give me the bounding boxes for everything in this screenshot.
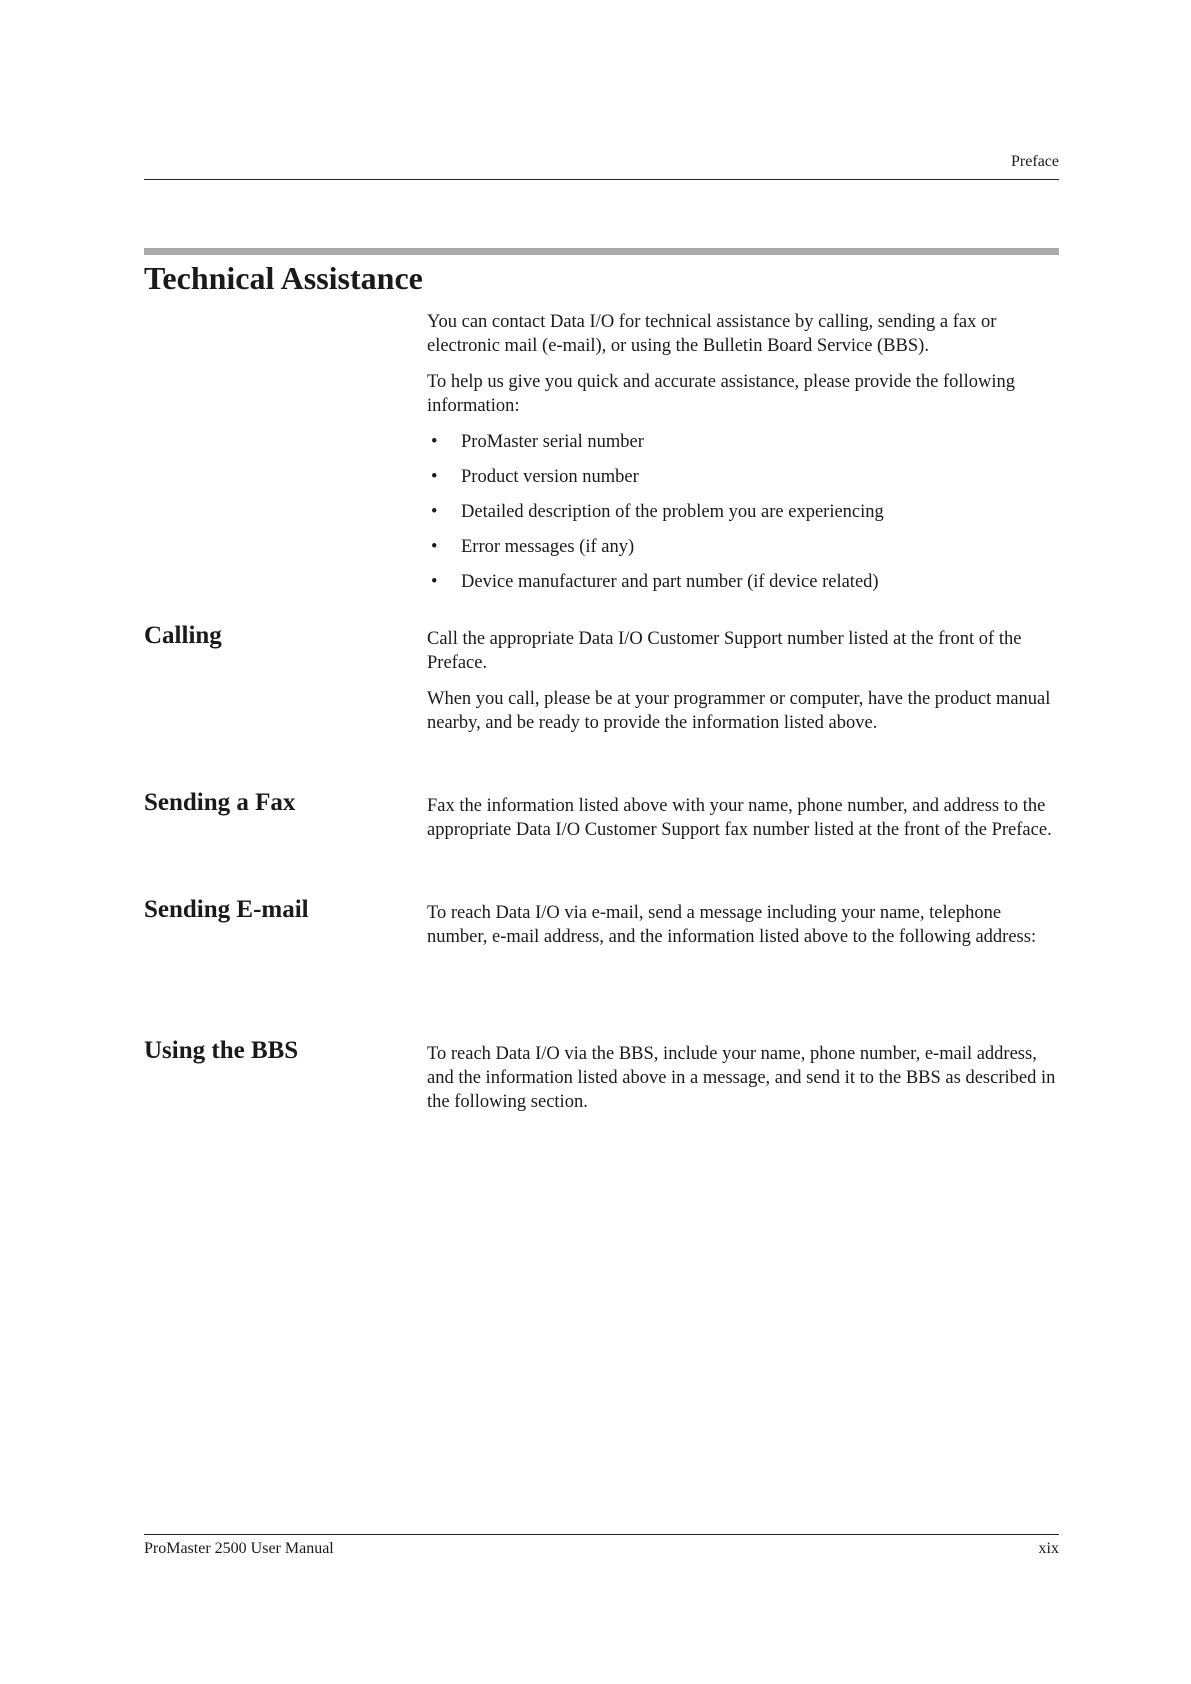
list-item-text: ProMaster serial number xyxy=(461,432,644,452)
paragraph: To reach Data I/O via the BBS, include your name, phone number, e-mail address, and the information listed above in a message, and send it to the BBS as described in the following section. xyxy=(427,1044,1056,1112)
bullet-icon: • xyxy=(431,502,438,522)
paragraph: Call the appropriate Data I/O Customer Support number listed at the front of the Preface. xyxy=(427,629,1022,673)
list-item xyxy=(427,500,1062,535)
page-number: xix xyxy=(1038,1540,1059,1557)
paragraph: When you call, please be at your programmer or computer, have the product manual nearby, and be ready to provide the information listed above. xyxy=(427,689,1051,733)
paragraph: To help us give you quick and accurate assistance, please provide the following information: xyxy=(427,372,1015,416)
bbs-text xyxy=(427,1042,1062,1126)
heading-email: Sending E-mail xyxy=(144,896,309,923)
info-list xyxy=(427,430,1062,605)
paragraph: You can contact Data I/O for technical assistance by calling, sending a fax or electronic mail (e-mail), or using the Bulletin Board Service (BBS). xyxy=(427,312,997,356)
header-rule xyxy=(144,179,1059,180)
list-item xyxy=(427,570,1062,605)
footer-rule xyxy=(144,1534,1059,1535)
heading-fax: Sending a Fax xyxy=(144,789,296,816)
calling-text xyxy=(427,627,1062,747)
list-item xyxy=(427,535,1062,570)
bullet-icon: • xyxy=(431,537,438,557)
paragraph: To reach Data I/O via e-mail, send a message including your name, telephone number, e-mail address, and the information listed above to the following address: xyxy=(427,903,1037,947)
bullet-icon: • xyxy=(431,432,438,452)
list-item-text: Product version number xyxy=(461,467,639,487)
email-text xyxy=(427,901,1062,961)
running-header: Preface xyxy=(1011,153,1059,170)
section-title: Technical Assistance xyxy=(144,260,423,296)
heading-calling: Calling xyxy=(144,622,222,649)
list-item-text: Error messages (if any) xyxy=(461,537,635,557)
bullet-icon: • xyxy=(431,572,438,592)
heading-bbs: Using the BBS xyxy=(144,1037,299,1064)
list-item xyxy=(427,430,1062,465)
fax-text xyxy=(427,794,1062,854)
bullet-icon: • xyxy=(431,467,438,487)
section-bar xyxy=(144,248,1059,255)
paragraph: Fax the information listed above with your name, phone number, and address to the appropriate Data I/O Customer Support fax number listed at the front of the Preface. xyxy=(427,796,1052,840)
intro-text xyxy=(427,310,1062,605)
list-item-text: Detailed description of the problem you are experiencing xyxy=(461,502,884,522)
footer-manual-title: ProMaster 2500 User Manual xyxy=(144,1540,334,1557)
list-item-text: Device manufacturer and part number (if device related) xyxy=(461,572,879,592)
list-item xyxy=(427,465,1062,500)
